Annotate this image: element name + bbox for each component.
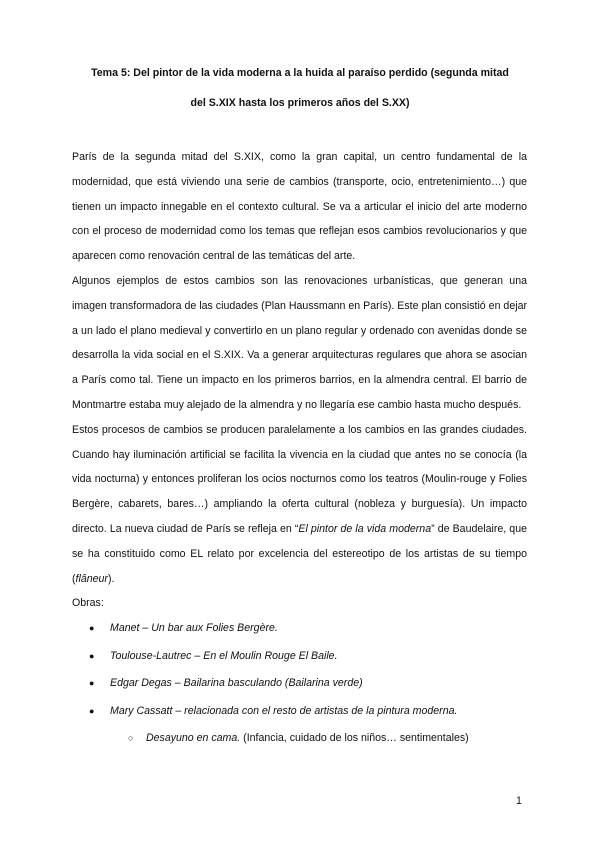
paragraph-3-text-e: ). — [107, 572, 115, 585]
paragraph-1: París de la segunda mitad del S.XIX, como la gran capital, un centro fundamental de la modernidad, que está viviendo una serie de cambios (transporte, ocio, entretenimiento…) que tienen un impacto innegable en el contexto cultural. Se va a articular el inicio del arte moderno con el proceso de modernidad como los temas que reflejan esos cambios revolucionarios y que aparecen como renovación central de las temáticas del arte. — [72, 151, 527, 263]
sublist-item — [72, 725, 527, 752]
bullet-icon: ● — [89, 705, 95, 716]
list-item — [72, 643, 527, 671]
hollow-bullet-icon: ○ — [128, 733, 134, 744]
paragraph-2: Algunos ejemplos de estos cambios son las renovaciones urbanísticas, que generan una imagen transformadora de las ciudades (Plan Haussmann en París). Este plan consistió en dejar a un lado el plano medieval y convertirlo en un plano regular y ordenado con avenidas donde se desarrolla la vida social en el S.XIX. Va a generar arquitecturas regulares que ahora se asocian a París como tal. Tiene un impacto en los primeros barrios, en la almendra central. El barrio de Montmartre estaba muy alejado de la almendra y no llegaría ese cambio hasta mucho después. — [72, 274, 527, 411]
paragraph-3-text-c: ” de Baudelaire, que se ha constituido como EL relato por excelencia del estereotipo de los artistas de su tiempo ( — [72, 522, 527, 585]
bullet-icon: ● — [89, 650, 95, 661]
book-title: El pintor de la vida moderna — [298, 522, 432, 535]
list-item — [72, 615, 527, 643]
list-item-text: Mary Cassatt – relacionada con el resto de artistas de la pintura moderna. — [110, 704, 458, 717]
list-item-text: Toulouse-Lautrec – En el Moulin Rouge El Baile. — [110, 649, 338, 662]
works-heading: Obras: — [72, 597, 104, 610]
paragraph-3-text-a: Estos procesos de cambios se producen paralelamente a los cambios en las grandes ciudades. Cuando hay iluminación artificial se facilita la vivencia en la ciudad que antes no se conocía (la vida nocturna) y entonces proliferan los ocios nocturnos como los teatros (Moulin-rouge y Folies Bergère, cabarets, bares…) ampliando la oferta cultural (nobleza y burguesía). Un impacto directo. La nueva ciudad de París se refleja en “ — [72, 423, 527, 535]
list-item — [72, 670, 527, 698]
list-item-text: Edgar Degas – Bailarina basculando (Bailarina verde) — [110, 677, 363, 690]
bullet-icon: ● — [89, 678, 95, 689]
list-item-text: Manet – Un bar aux Folies Bergère. — [110, 622, 278, 635]
title-line-1: Tema 5: Del pintor de la vida moderna a la huida al paraíso perdido (segunda mitad — [91, 67, 509, 79]
list-item — [72, 698, 527, 726]
document-body — [72, 145, 527, 752]
page-number: 1 — [516, 795, 522, 807]
flaneur-term: flâneur — [75, 572, 108, 585]
bullet-icon: ● — [89, 623, 95, 634]
title-line-2: del S.XIX hasta los primeros años del S.XX) — [190, 97, 410, 109]
works-list — [72, 615, 527, 725]
document-title — [60, 58, 540, 118]
works-sublist — [72, 725, 527, 752]
sublist-item-note: (Infancia, cuidado de los niños… sentimentales) — [240, 732, 469, 745]
sublist-item-title: Desayuno en cama. — [146, 732, 241, 745]
paragraph-3 — [72, 418, 527, 592]
